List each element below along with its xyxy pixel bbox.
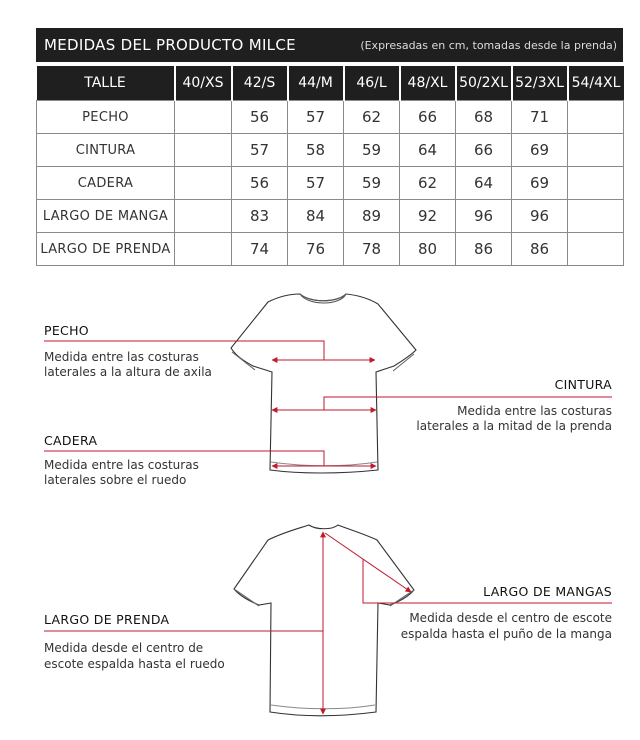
table-cell: 71: [512, 101, 568, 134]
tshirt-front-icon: [231, 294, 416, 473]
table-cell: 57: [232, 134, 288, 167]
table-cell: 57: [288, 101, 344, 134]
table-cell: 86: [456, 233, 512, 266]
column-header: 42/S: [232, 66, 288, 101]
table-cell: 68: [456, 101, 512, 134]
pecho-title: PECHO: [44, 323, 89, 338]
row-label: LARGO DE PRENDA: [37, 233, 175, 266]
column-header: 54/4XL: [568, 66, 624, 101]
row-label: CINTURA: [37, 134, 175, 167]
table-cell: 78: [344, 233, 400, 266]
table-cell: 64: [456, 167, 512, 200]
pecho-desc-line1: Medida entre las costuras: [44, 350, 199, 364]
cadera-title: CADERA: [44, 433, 98, 448]
cintura-desc-line2: laterales a la mitad de la prenda: [416, 419, 612, 433]
tshirt-back-icon: [234, 525, 414, 716]
table-cell: 92: [400, 200, 456, 233]
pecho-desc-line2: laterales a la altura de axila: [44, 365, 212, 379]
table-cell: 62: [344, 101, 400, 134]
table-cell: 66: [400, 101, 456, 134]
table-cell: 84: [288, 200, 344, 233]
column-header: 40/XS: [175, 66, 232, 101]
column-header: 46/L: [344, 66, 400, 101]
row-label: LARGO DE MANGA: [37, 200, 175, 233]
table-cell: 62: [400, 167, 456, 200]
cadera-desc-line1: Medida entre las costuras: [44, 458, 199, 472]
table-title: MEDIDAS DEL PRODUCTO MILCE: [44, 36, 296, 54]
table-cell: 66: [456, 134, 512, 167]
cintura-title: CINTURA: [554, 377, 612, 392]
table-cell: 59: [344, 134, 400, 167]
largo-mangas-desc-line2: espalda hasta el puño de la manga: [400, 627, 612, 641]
table-cell: 76: [288, 233, 344, 266]
column-header: 44/M: [288, 66, 344, 101]
cintura-desc-line1: Medida entre las costuras: [457, 404, 612, 418]
largo-prenda-title: LARGO DE PRENDA: [44, 612, 170, 627]
table-cell: 57: [288, 167, 344, 200]
row-label: CADERA: [37, 167, 175, 200]
largo-mangas-title: LARGO DE MANGAS: [483, 584, 612, 599]
cadera-desc-line2: laterales sobre el ruedo: [44, 473, 187, 487]
table-cell: 80: [400, 233, 456, 266]
table-cell: 83: [232, 200, 288, 233]
table-cell: 74: [232, 233, 288, 266]
largo-mangas-desc-line1: Medida desde el centro de escote: [409, 611, 612, 625]
largo-prenda-desc-line1: Medida desde el centro de: [44, 641, 204, 655]
table-cell: 64: [400, 134, 456, 167]
table-cell: 96: [456, 200, 512, 233]
table-cell: 59: [344, 167, 400, 200]
row-label: PECHO: [37, 101, 175, 134]
table-cell: 69: [512, 134, 568, 167]
table-cell: 96: [512, 200, 568, 233]
column-header: 52/3XL: [512, 66, 568, 101]
table-cell: 89: [344, 200, 400, 233]
column-header: TALLE: [37, 66, 175, 101]
table-cell: 69: [512, 167, 568, 200]
table-cell: 86: [512, 233, 568, 266]
table-cell: 56: [232, 167, 288, 200]
largo-prenda-desc-line2: escote espalda hasta el ruedo: [44, 657, 225, 671]
table-note: (Expresadas en cm, tomadas desde la prenda): [360, 38, 617, 52]
column-header: 50/2XL: [456, 66, 512, 101]
column-header: 48/XL: [400, 66, 456, 101]
table-cell: 56: [232, 101, 288, 134]
table-cell: 58: [288, 134, 344, 167]
